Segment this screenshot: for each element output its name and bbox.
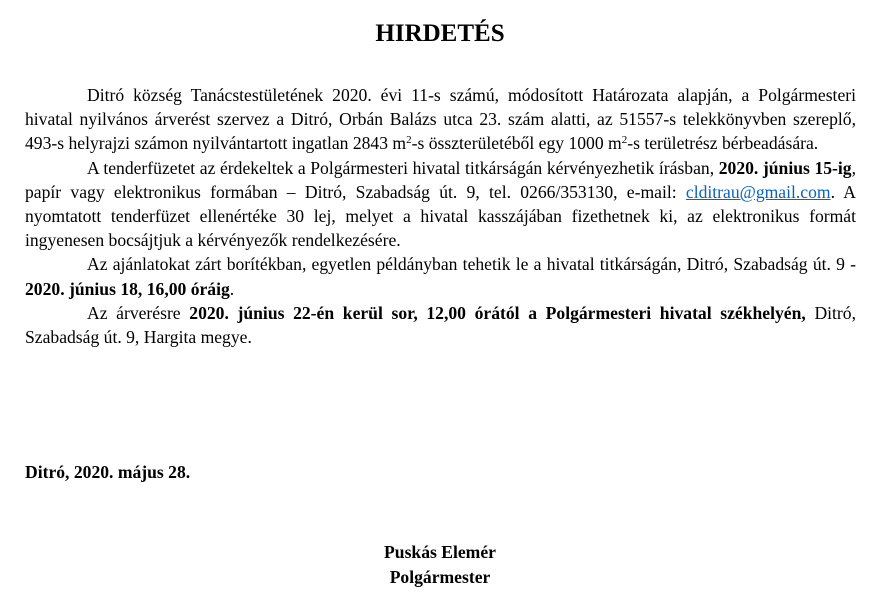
signature-block [0, 540, 880, 589]
p1-text-b: -s összterületéből egy 1000 m [411, 133, 622, 154]
signatory-name: Puskás Elemér [384, 542, 496, 562]
p2-text-c: . A nyomtatott tenderfüzet ellenértéke 30 lej, melyet a hivatal kasszájában fizethetnek ki, az elektronikus formát ingyenesen bocsájtjuk a kérvényezők rendelkezésére. [25, 181, 856, 251]
p1-text-c: -s területrész bérbeadására. [627, 133, 819, 154]
paragraph-auction-date [25, 301, 856, 349]
p3-deadline: 2020. június 18, 16,00 óráig [25, 278, 230, 299]
p4-text-a: Az árverésre [87, 302, 190, 323]
p2-text-b: , papír vagy elektronikus formában – Ditró, Szabadság út. 9, tel. 0266/353130, e-mail: [25, 157, 856, 202]
document-date: Ditró, 2020. május 28. [25, 462, 191, 482]
paragraph-lease-decision [25, 83, 856, 156]
p4-event: 2020. június 22-én kerül sor, 12,00 órától a Polgármesteri hivatal székhelyén, [189, 302, 806, 323]
p2-text-a: A tenderfüzetet az érdekeltek a Polgármesteri hivatal titkárságán kérvényezhetik írásban, [87, 157, 719, 178]
p3-text-a: Az ajánlatokat zárt borítékban, egyetlen példányban tehetik le a hivatal titkárságán, Ditró, Szabadság út. 9 - [87, 254, 856, 275]
p1-superscript-2: 2 [621, 134, 628, 147]
p4-text-b: Ditró, Szabadság út. 9, Hargita megye. [25, 302, 856, 348]
p3-text-b: . [229, 278, 235, 299]
paragraph-offers [25, 252, 856, 300]
p2-deadline: 2020. június 15-ig [718, 157, 852, 178]
document-title: HIRDETÉS [375, 20, 505, 47]
p1-superscript-1: 2 [406, 134, 412, 147]
announcement-body [25, 83, 856, 349]
paragraph-tender-booklet [25, 156, 856, 253]
email-link[interactable]: clditrau@gmail.com [685, 181, 831, 202]
signatory-position: Polgármester [389, 566, 491, 587]
p1-text-a: Ditró község Tanácstestületének 2020. évi 11-s számú, módosított Határozata alapján, a Polgármesteri hivatal nyilvános árverést szervez a Ditró, Orbán Balázs utca 23. szám alatti, az 51557-s telekkönyvben szereplő, 493-s helyrajzi számon nyilvántartott ingatlan 2843 m [25, 85, 856, 154]
